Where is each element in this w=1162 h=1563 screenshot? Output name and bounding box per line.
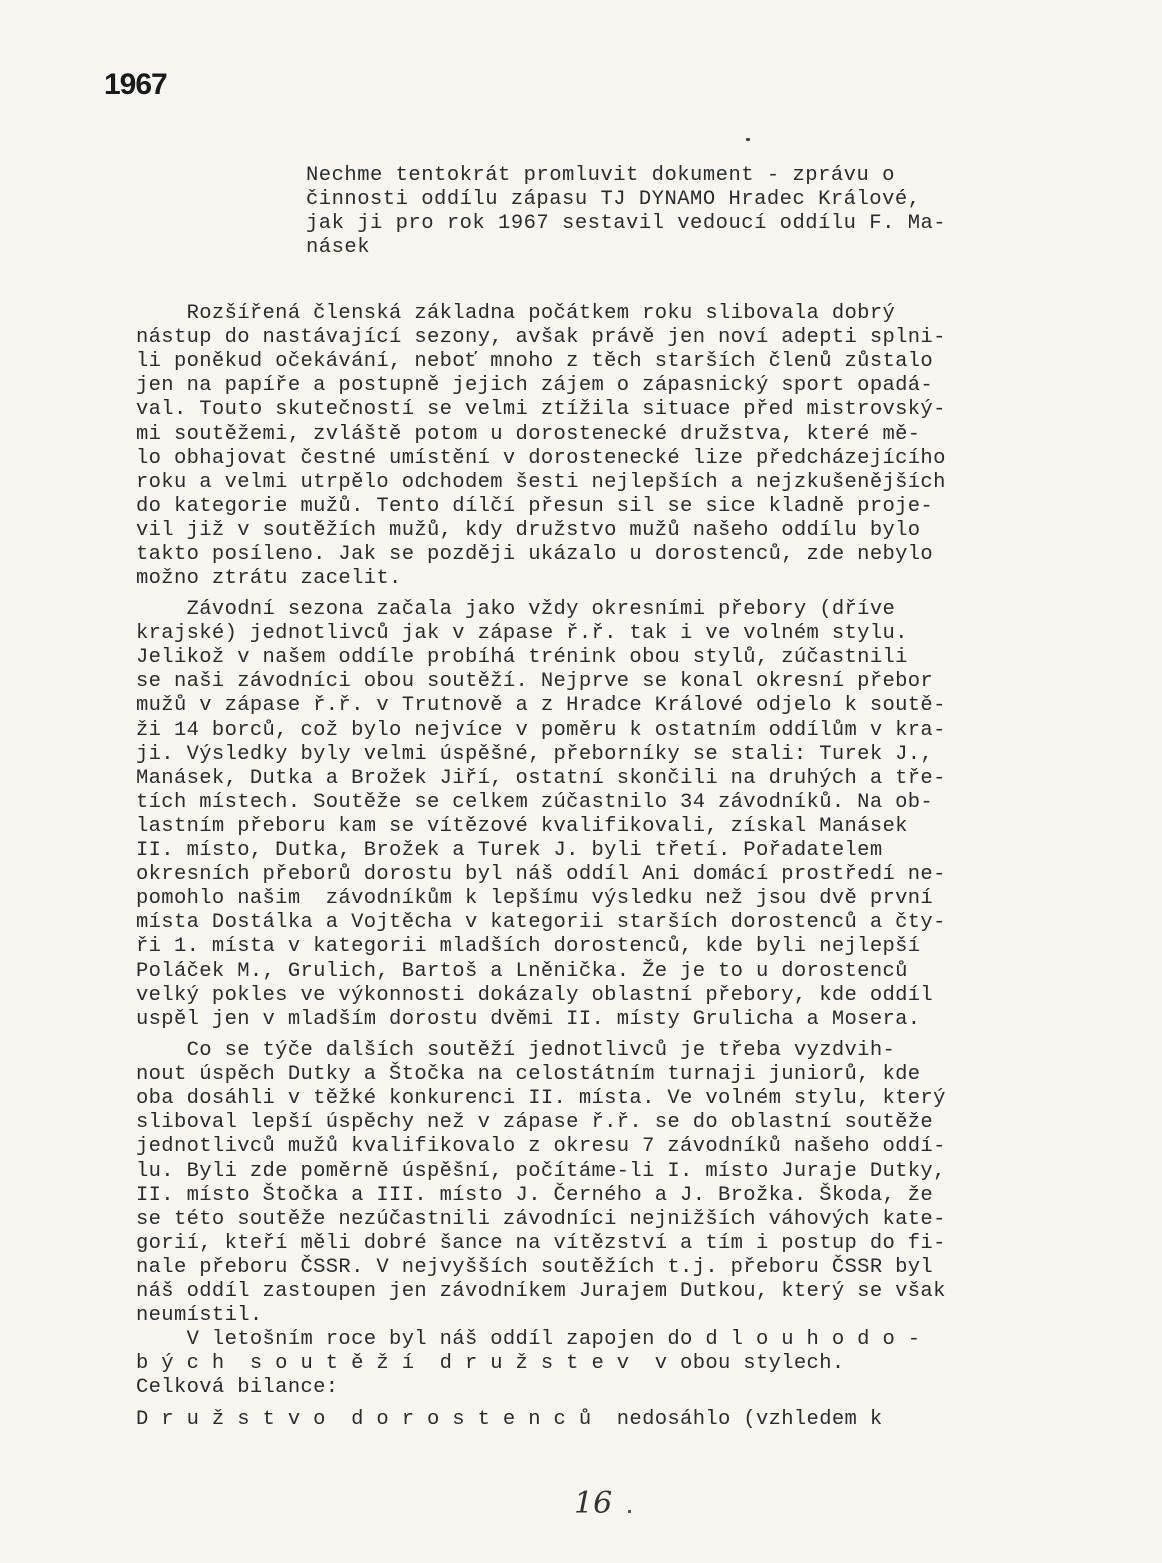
text-line: Závodní sezona začala jako vždy okresními přebory (dříve [136,598,896,621]
text-line: jak ji pro rok 1967 sestavil vedoucí oddílu F. Ma- [306,212,947,236]
text-line: okresních přeborů dorostu byl náš oddíl Ani domácí prostředí ne- [136,863,946,887]
text-line: Nechme tentokrát promluvit dokument - zprávu o [306,164,895,187]
text-line: gorií, kteří měli dobré šance na vítězství a tím i postup do fi- [136,1231,946,1255]
text-line: uspěl jen v mladším dorostu dvěmi II. místy Grulicha a Mosera. [136,1007,921,1031]
text-line: roku a velmi utrpělo odchodem šesti nejlepších a nejzkušenějších [136,470,946,494]
text-line: lastním přeboru kam se vítězové kvalifikovali, získal Manásek [136,814,908,838]
text-line: lu. Byli zde poměrně úspěšní, počítáme-li I. místo Juraje Dutky, [136,1159,946,1183]
page-number: 16 [574,1486,613,1521]
ink-dot [746,138,750,141]
text-line: Celková bilance: [136,1376,339,1400]
text-line: oba dosáhli v těžké konkurenci II. místa. Ve volném stylu, který [136,1087,946,1111]
text-line: D r u ž s t v o d o r o s t e n c ů nedosáhlo (vzhledem k [136,1408,883,1431]
text-line: krajské) jednotlivců jak v zápase ř.ř. tak i ve volném stylu. [136,622,908,646]
text-line: místa Dostálka a Vojtěcha v kategorii starších dorostenců a čty- [136,911,946,935]
text-line: jen na papíře a postupně jejich zájem o zápasnický sport opadá- [136,374,934,398]
year-heading: 1967 [104,68,167,101]
text-line: b ý c h s o u t ě ž í d r u ž s t e v v obou stylech. [136,1352,845,1376]
paragraph-1 [136,302,1036,592]
text-line: Jelikož v našem oddíle probíhá trénink obou stylů, zúčastnili [136,646,908,670]
text-line: val. Touto skutečností se velmi ztížila situace před mistrovský- [136,398,946,422]
text-line: velký pokles ve výkonnosti dokázaly oblastní přebory, kde oddíl [136,983,934,1007]
text-line: ji. Výsledky byly velmi úspěšné, přeborníky se stali: Turek J., [136,742,934,766]
text-line: ži 14 borců, což bylo nejvíce v poměru k ostatním oddílům v kra- [136,718,946,742]
text-line: se naši závodníci obou soutěží. Nejprve se konal okresní přebor [136,670,934,694]
text-line: jednotlivců mužů kvalifikovalo z okresu 7 závodníků našeho oddí- [136,1135,946,1159]
page-number-dot [628,1510,631,1513]
text-line: Poláček M., Grulich, Bartoš a Lněnička. Že je to u dorostenců [136,959,908,983]
text-line: nástup do nastávající sezony, avšak právě jen noví adepti splni- [136,326,946,350]
intro-block [306,164,1026,264]
text-line: ři 1. místa v kategorii mladších dorostenců, kde byli nejlepší [136,935,921,959]
text-line: V letošním roce byl náš oddíl zapojen do d l o u h o d o - [136,1328,921,1351]
text-line: do kategorie mužů. Tento dílčí přesun sil se sice kladně proje- [136,494,934,518]
paragraph-3 [136,1039,1036,1329]
text-line: li poněkud očekávání, neboť mnoho z těch starších členů zůstalo [136,350,934,374]
text-line: náš oddíl zastoupen jen závodníkem Jurajem Dutkou, který se však [136,1280,946,1303]
text-line: nale přeboru ČSSR. V nejvyšších soutěžích t.j. přeboru ČSSR byl [136,1255,934,1279]
text-line: mi soutěžemi, zvláště potom u dorostenecké družstva, které mě- [136,422,921,446]
text-line: neumístil. [136,1304,263,1328]
text-line: mužů v zápase ř.ř. v Trutnově a z Hradce Králové odjelo k soutě- [136,694,946,718]
text-line: II. místo Štočka a III. místo J. Černého a J. Brožka. Škoda, že [136,1183,934,1207]
text-line: II. místo, Dutka, Brožek a Turek J. byli třetí. Pořadatelem [136,839,883,862]
paragraph-4 [136,1328,1036,1400]
text-line: Manásek, Dutka a Brožek Jiří, ostatní skončili na druhých a tře- [136,766,946,790]
text-line: činnosti oddílu zápasu TJ DYNAMO Hradec Králové, [306,188,921,212]
text-line: sliboval lepší úspěchy než v zápase ř.ř. se do oblastní soutěže [136,1111,934,1135]
text-line: pomohlo našim závodníkům k lepšímu výsledku než jsou dvě první [136,887,934,911]
text-line: takto posíleno. Jak se později ukázalo u dorostenců, zde nebylo [136,543,934,566]
text-line: násek [306,236,371,260]
text-line: se této soutěže nezúčastnili závodníci nejnižších váhových kate- [136,1207,946,1231]
text-line: vil již v soutěžích mužů, kdy družstvo mužů našeho oddílu bylo [136,518,921,542]
text-line: tích místech. Soutěže se celkem zúčastnilo 34 závodníků. Na ob- [136,790,934,814]
text-line: Rozšířená členská základna počátkem roku slibovala dobrý [136,302,896,325]
text-line: nout úspěch Dutky a Štočka na celostátním turnaji juniorů, kde [136,1063,921,1087]
text-line: lo obhajovat čestné umístění v dorostenecké lize předcházejícího [136,446,946,470]
paragraph-5 [136,1408,1036,1434]
text-line: možno ztrátu zacelit. [136,567,402,591]
paragraph-2 [136,598,1036,1033]
text-line: Co se týče dalších soutěží jednotlivců je třeba vyzdvih- [136,1039,896,1062]
